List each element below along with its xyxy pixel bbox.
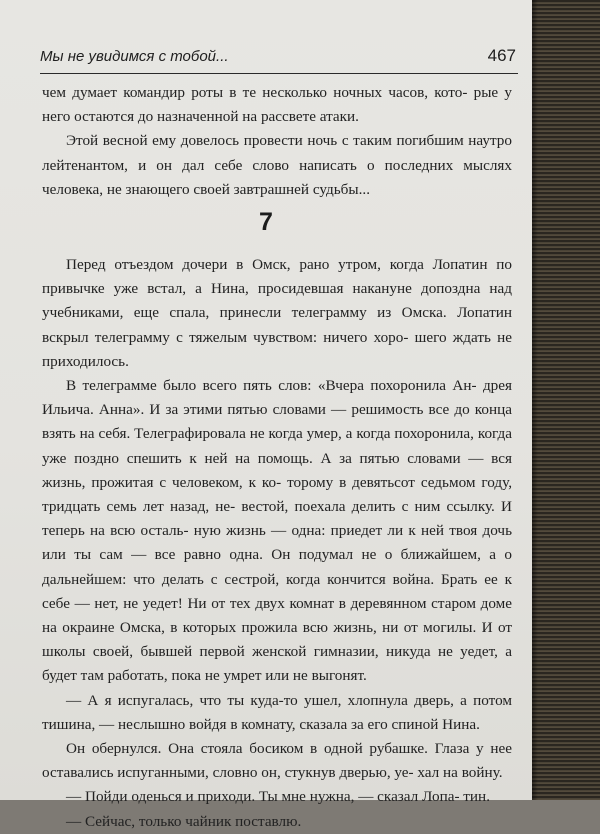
running-title: Мы не увидимся с тобой... (40, 48, 229, 65)
paragraph: Он обернулся. Она стояла босиком в одной рубашке. Глаза у нее оставались испуганными, словно он, стукнув дверью, уе- хал на войну. (42, 740, 512, 782)
running-header (40, 46, 518, 72)
main-text-block (42, 253, 512, 834)
paragraph: — А я испугалась, что ты куда-то ушел, хлопнула дверь, а потом тишина, — неслышно войдя в комнату, сказала за его спиной Нина. (42, 691, 512, 733)
paragraph: Перед отъездом дочери в Омск, рано утром, когда Лопатин по привычке уже встал, а Нина, просидевшая накануне допоздна над учебниками, еще спала, принесли телеграмму из Омска. Лопатин вскрыл телеграмму с тяжелым чувством: ничего хоро- шего ждать не приходилось. (42, 256, 512, 370)
top-text-block (42, 81, 512, 202)
page-edge-shadow (532, 0, 538, 800)
page-number: 467 (487, 46, 516, 65)
paragraph: В телеграмме было всего пять слов: «Вчера похоронила Ан- дрея Ильича. Анна». И за этими пятью словами — решимость все до конца взять на себя. Телеграфировала не когда умер, а когда похоронила, когда уже поздно спешить к ней на помощь. А за пятью словами — вся жизнь, прожитая с человеком, к ко- торому в девятьсот седьмом году, тридцать семь лет назад, не- вестой, поехала делить с ним ссылку. И теперь на всю осталь- ную жизнь — одна: приедет ли к ней твоя дочь или ты сам — все равно одна. Он подумал не о ближайшем, а о дальнейшем: что делать с сестрой, когда кончится война. Брать ее к себе — нет, не уедет! Ни от тех двух комнат в деревянном старом доме на окраине Омска, в которых прожила всю жизнь, ни от могилы. И от школы своей, бывшей первой женской гимназии, никуда не уедет, а будет там работать, пока не умрет или не выгонят. (42, 377, 512, 685)
book-page-edges (532, 0, 600, 800)
paragraph: — Сейчас, только чайник поставлю. (66, 812, 302, 830)
header-rule (40, 73, 518, 74)
paragraph-continued: чем думает командир роты в те несколько ночных часов, кото- рые у него остаются до назначенной на рассвете атаки. (42, 84, 512, 126)
chapter-number: 7 (259, 208, 273, 236)
paragraph: — Пойди оденься и приходи. Ты мне нужна, — сказал Лопа- тин. (66, 788, 490, 806)
paragraph: Этой весной ему довелось провести ночь с таким погибшим наутро лейтенантом, и он дал себе слово написать о последних мыслях человека, не знающего своей завтрашней судьбы... (42, 132, 512, 198)
